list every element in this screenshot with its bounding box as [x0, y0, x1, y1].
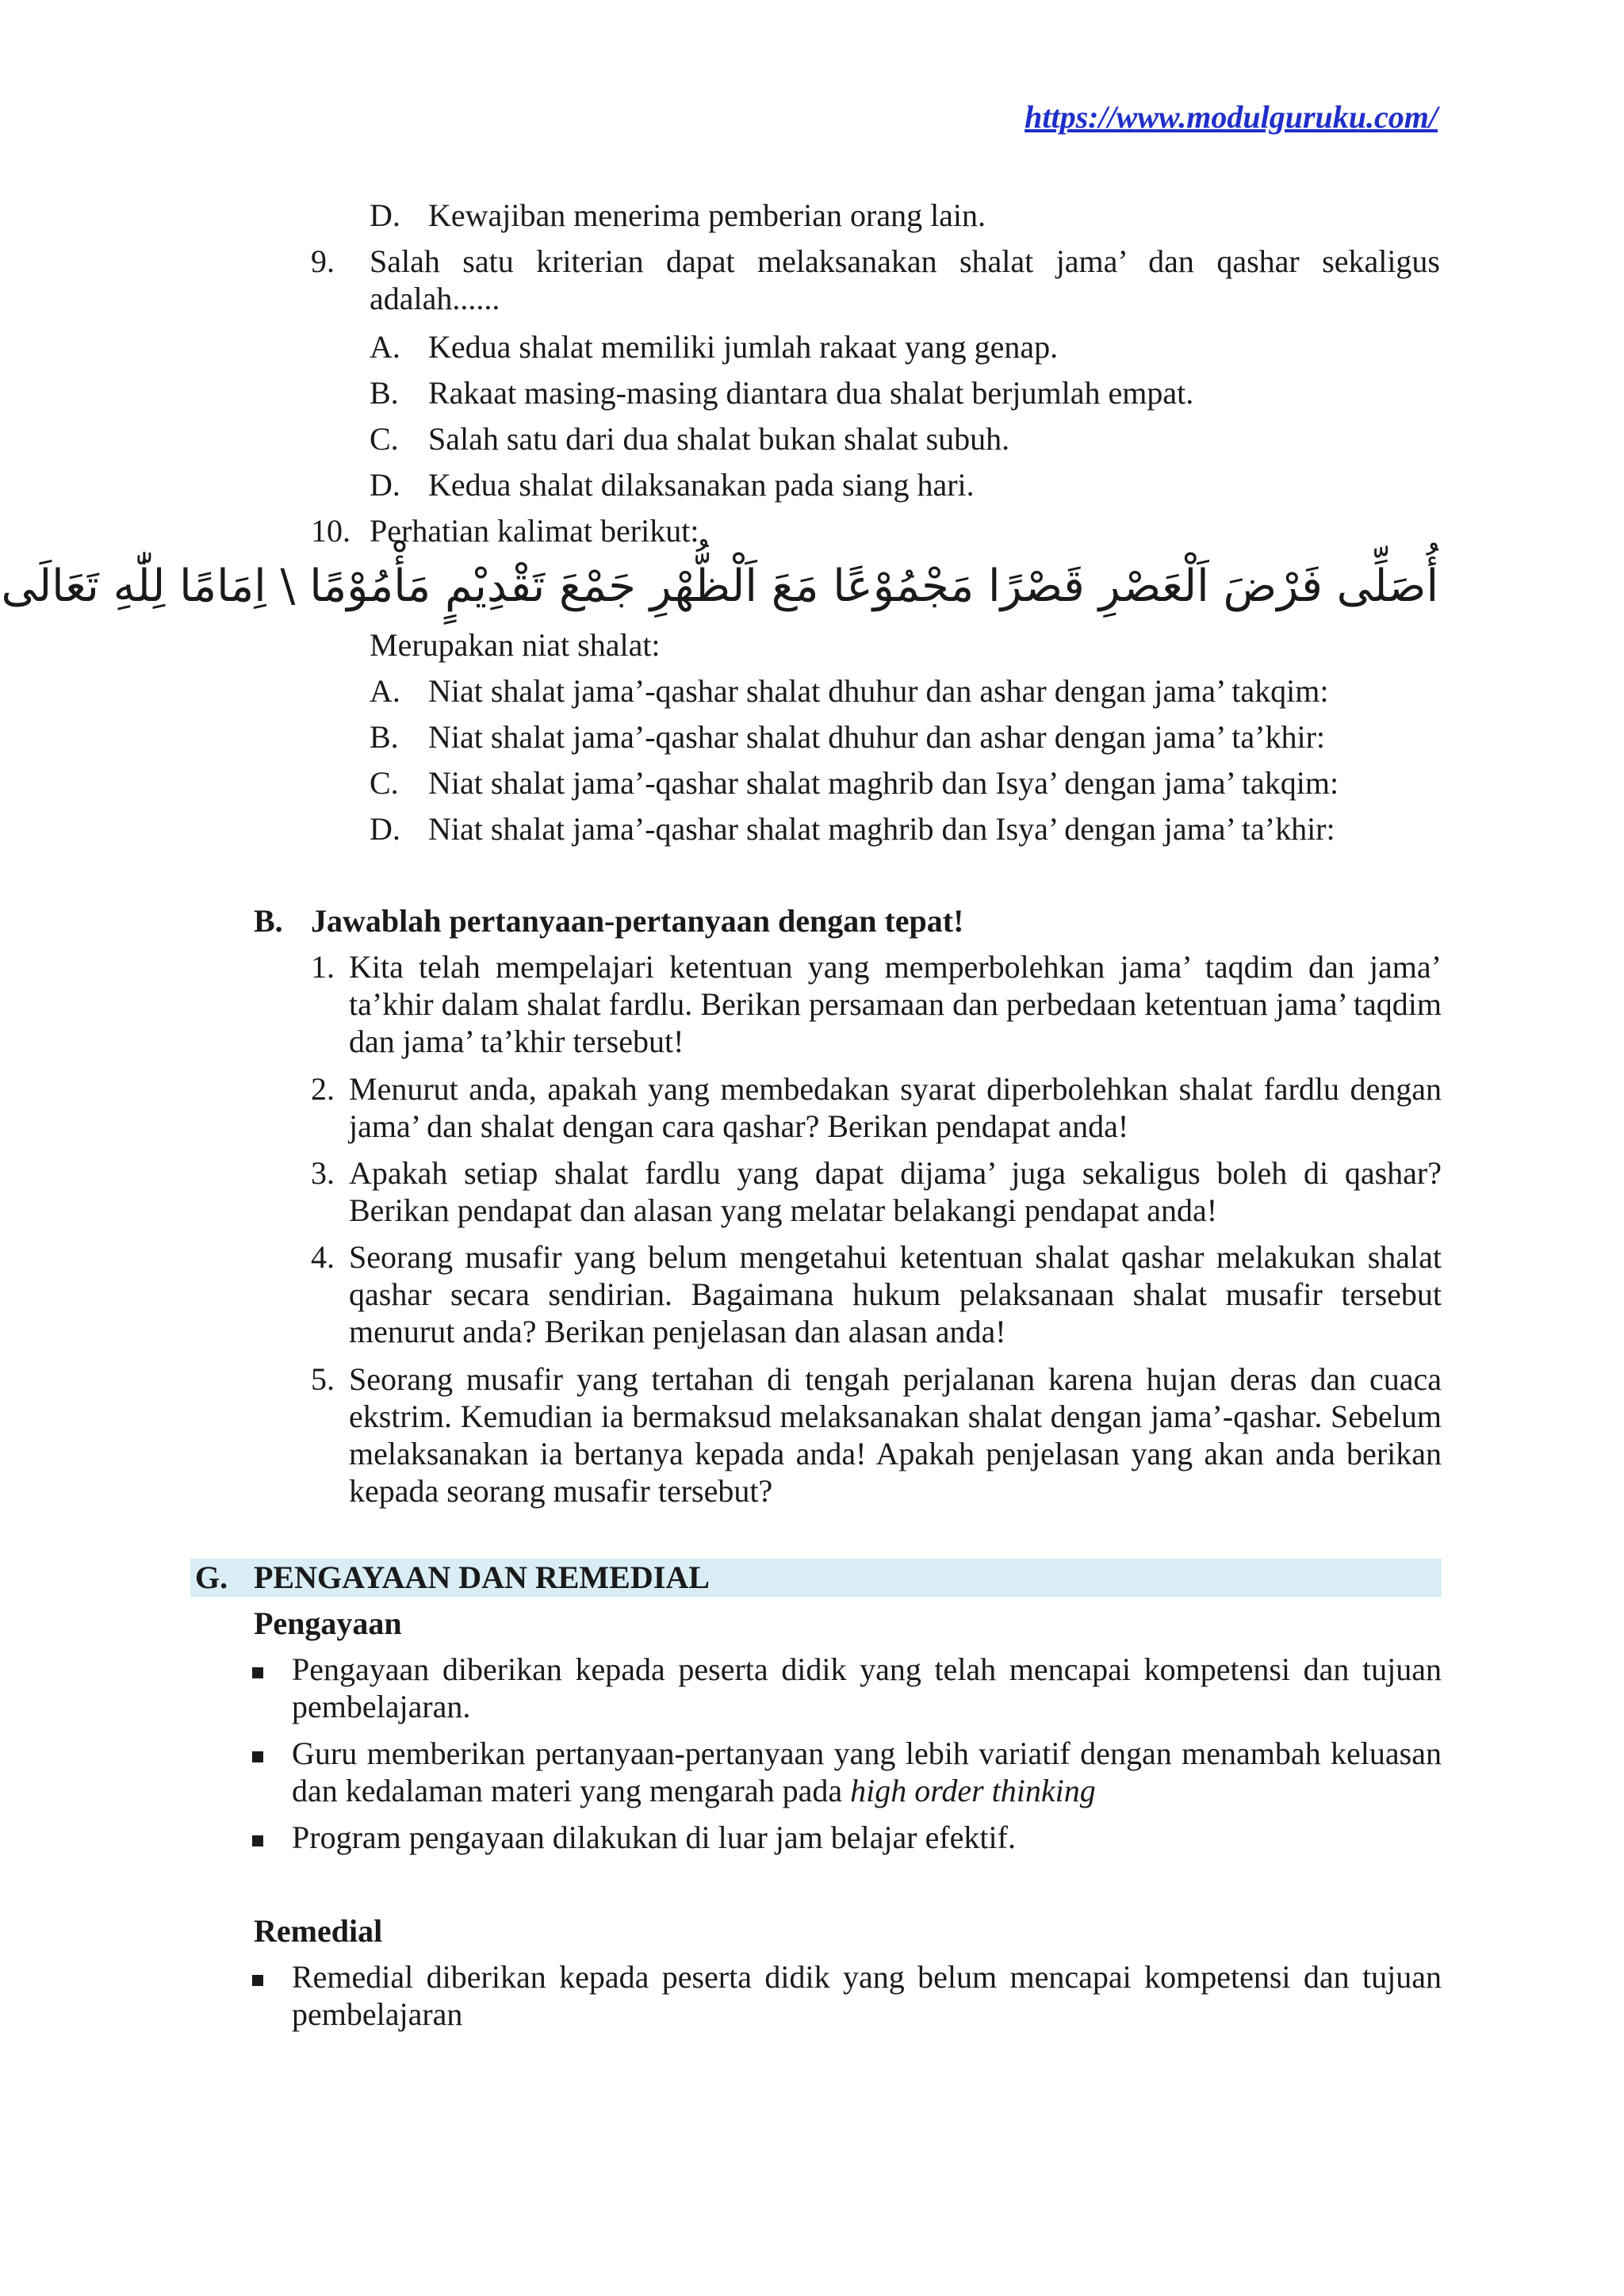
q10-prompt: Merupakan niat shalat:	[370, 627, 661, 663]
header-url-link[interactable]: https://www.modulguruku.com/	[1025, 99, 1438, 135]
q10-option-b-letter: B.	[370, 719, 399, 755]
q9-question: Salah satu kriterian dapat melaksanakan shalat jama’ dan qashar sekaligus adalah......	[370, 243, 1440, 316]
bullet-square-icon	[252, 1835, 263, 1846]
part-b-q1-number: 1.	[311, 949, 335, 985]
part-b-letter: B.	[254, 903, 283, 939]
section-g-title: PENGAYAAN DAN REMEDIAL	[254, 1559, 710, 1595]
pengayaan-item-3: Program pengayaan dilakukan di luar jam belajar efektif.	[292, 1820, 1016, 1855]
part-b-q5-text: Seorang musafir yang tertahan di tengah perjalanan karena hujan deras dan cuaca ekstrim. Kemudian ia bermaksud melaksanakan shalat dengan jama’-qashar. Sebelum melaksanakan ia bertanya kepada anda! Apakah penjelasan yang akan anda berikan kepada seorang musafir tersebut?	[349, 1361, 1442, 1509]
q8-option-d-letter: D.	[370, 197, 400, 233]
q10-option-c-text: Niat shalat jama’-qashar shalat maghrib dan Isya’ dengan jama’ takqim:	[428, 765, 1339, 801]
q10-number: 10.	[311, 513, 350, 549]
pengayaan-heading: Pengayaan	[254, 1605, 402, 1641]
part-b-title: Jawablah pertanyaan-pertanyaan dengan tepat!	[311, 903, 964, 939]
part-b-q1-text: Kita telah mempelajari ketentuan yang memperbolehkan jama’ taqdim dan jama’ ta’khir dalam shalat fardlu. Berikan persamaan dan perbedaan ketentuan jama’ taqdim dan jama’ ta’khir tersebut!	[349, 949, 1442, 1059]
q9-option-a-text: Kedua shalat memiliki jumlah rakaat yang genap.	[428, 329, 1059, 365]
q10-option-c-letter: C.	[370, 765, 399, 801]
q9-number: 9.	[311, 243, 335, 279]
q10-arabic-text: أُصَلِّى فَرْضَ اَلْعَصْرِ قَصْرًا مَجْمُوْعًا مَعَ اَلْظُّهْرِ جَمْعَ تَقْدِيْمٍ مَأْمُوْمًا \ اِمَامًا لِلّٰهِ تَعَالَى	[1, 561, 1438, 612]
bullet-square-icon	[252, 1751, 263, 1762]
q9-option-d-letter: D.	[370, 467, 400, 503]
q10-option-d-text: Niat shalat jama’-qashar shalat maghrib dan Isya’ dengan jama’ ta’khir:	[428, 811, 1335, 847]
section-g-letter: G.	[195, 1559, 228, 1595]
pengayaan-item-2-text: Guru memberikan pertanyaan-pertanyaan yang lebih variatif dengan menambah keluasan dan kedalaman materi yang mengarah pada	[292, 1735, 1442, 1808]
q10-option-a-letter: A.	[370, 673, 400, 709]
pengayaan-item-1: Pengayaan diberikan kepada peserta didik yang telah mencapai kompetensi dan tujuan pembelajaran.	[292, 1651, 1442, 1724]
q9-option-c-letter: C.	[370, 421, 399, 457]
remedial-heading: Remedial	[254, 1913, 383, 1949]
part-b-q2-number: 2.	[311, 1071, 335, 1107]
q8-option-d-text: Kewajiban menerima pemberian orang lain.	[428, 197, 986, 233]
part-b-q3-number: 3.	[311, 1155, 335, 1191]
bullet-square-icon	[252, 1667, 263, 1678]
bullet-square-icon	[252, 1975, 263, 1986]
q9-option-b-text: Rakaat masing-masing diantara dua shalat berjumlah empat.	[428, 375, 1194, 411]
remedial-item-1: Remedial diberikan kepada peserta didik yang belum mencapai kompetensi dan tujuan pembelajaran	[292, 1959, 1442, 2032]
q9-option-b-letter: B.	[370, 375, 399, 411]
part-b-q4-number: 4.	[311, 1239, 335, 1275]
q10-option-d-letter: D.	[370, 811, 400, 847]
q9-option-c-text: Salah satu dari dua shalat bukan shalat subuh.	[428, 421, 1010, 457]
part-b-q4-text: Seorang musafir yang belum mengetahui ketentuan shalat qashar melakukan shalat qashar secara sendirian. Bagaimana hukum pelaksanaan shalat musafir tersebut menurut anda? Berikan penjelasan dan alasan anda!	[349, 1239, 1442, 1349]
pengayaan-item-2-italic: high order thinking	[850, 1773, 1096, 1808]
q9-option-a-letter: A.	[370, 329, 400, 365]
part-b-q5-number: 5.	[311, 1361, 335, 1397]
part-b-q2-text: Menurut anda, apakah yang membedakan syarat diperbolehkan shalat fardlu dengan jama’ dan shalat dengan cara qashar? Berikan pendapat anda!	[349, 1071, 1442, 1144]
part-b-q3-text: Apakah setiap shalat fardlu yang dapat dijama’ juga sekaligus boleh di qashar? Berikan pendapat dan alasan yang melatar belakangi pendapat anda!	[349, 1155, 1442, 1228]
pengayaan-item-2	[292, 1735, 1442, 1809]
q10-option-a-text: Niat shalat jama’-qashar shalat dhuhur dan ashar dengan jama’ takqim:	[428, 673, 1329, 709]
q10-question: Perhatian kalimat berikut:	[370, 513, 699, 549]
q10-option-b-text: Niat shalat jama’-qashar shalat dhuhur dan ashar dengan jama’ ta’khir:	[428, 719, 1326, 755]
q9-option-d-text: Kedua shalat dilaksanakan pada siang hari.	[428, 467, 975, 503]
